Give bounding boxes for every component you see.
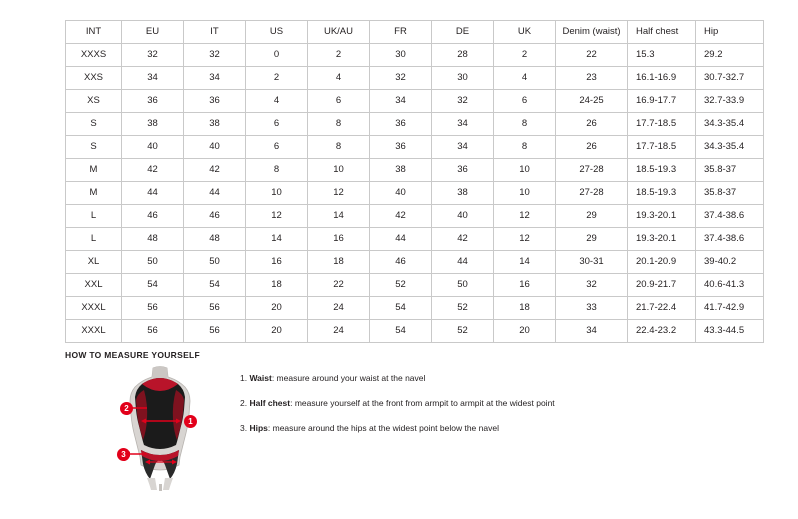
- cell-fr: 46: [370, 251, 432, 274]
- cell-int: M: [66, 159, 122, 182]
- cell-half-chest: 15.3: [628, 44, 696, 67]
- cell-uk: 12: [494, 205, 556, 228]
- cell-uk: 12: [494, 228, 556, 251]
- cell-de: 38: [432, 182, 494, 205]
- cell-fr: 44: [370, 228, 432, 251]
- cell-uk: 2: [494, 44, 556, 67]
- cell-fr: 36: [370, 136, 432, 159]
- cell-half-chest: 19.3-20.1: [628, 228, 696, 251]
- cell-uk: 14: [494, 251, 556, 274]
- cell-it: 42: [184, 159, 246, 182]
- cell-ukau: 4: [308, 67, 370, 90]
- cell-fr: 38: [370, 159, 432, 182]
- column-header-ukau: UK/AU: [308, 21, 370, 44]
- table-row: [66, 113, 764, 136]
- cell-eu: 54: [122, 274, 184, 297]
- cell-uk: 8: [494, 113, 556, 136]
- cell-eu: 42: [122, 159, 184, 182]
- cell-de: 42: [432, 228, 494, 251]
- cell-fr: 34: [370, 90, 432, 113]
- cell-it: 38: [184, 113, 246, 136]
- step-term: Half chest: [249, 398, 291, 408]
- cell-hip: 37.4-38.6: [696, 205, 764, 228]
- cell-half-chest: 19.3-20.1: [628, 205, 696, 228]
- cell-hip: 34.3-35.4: [696, 136, 764, 159]
- step-term: Hips: [249, 423, 268, 433]
- column-header-uk: UK: [494, 21, 556, 44]
- column-header-it: IT: [184, 21, 246, 44]
- cell-int: XXXL: [66, 297, 122, 320]
- cell-ukau: 10: [308, 159, 370, 182]
- cell-fr: 42: [370, 205, 432, 228]
- cell-ukau: 12: [308, 182, 370, 205]
- table-row: [66, 67, 764, 90]
- cell-denim-waist: 23: [556, 67, 628, 90]
- cell-hip: 40.6-41.3: [696, 274, 764, 297]
- cell-de: 36: [432, 159, 494, 182]
- cell-de: 34: [432, 136, 494, 159]
- cell-hip: 34.3-35.4: [696, 113, 764, 136]
- cell-hip: 41.7-42.9: [696, 297, 764, 320]
- cell-hip: 29.2: [696, 44, 764, 67]
- cell-denim-waist: 27-28: [556, 182, 628, 205]
- how-to-measure-title: HOW TO MEASURE YOURSELF: [65, 350, 201, 360]
- cell-int: M: [66, 182, 122, 205]
- cell-ukau: 18: [308, 251, 370, 274]
- cell-us: 14: [246, 228, 308, 251]
- column-header-half-chest: Half chest: [628, 21, 696, 44]
- mannequin-illustration: [95, 366, 225, 491]
- cell-half-chest: 18.5-19.3: [628, 182, 696, 205]
- cell-uk: 16: [494, 274, 556, 297]
- size-chart-table: [65, 20, 764, 343]
- column-header-us: US: [246, 21, 308, 44]
- cell-uk: 10: [494, 159, 556, 182]
- cell-denim-waist: 34: [556, 320, 628, 343]
- table-header-row: [66, 21, 764, 44]
- cell-ukau: 6: [308, 90, 370, 113]
- cell-eu: 44: [122, 182, 184, 205]
- cell-half-chest: 22.4-23.2: [628, 320, 696, 343]
- cell-int: XXXL: [66, 320, 122, 343]
- cell-ukau: 14: [308, 205, 370, 228]
- step-number: 3.: [240, 423, 248, 433]
- table-row: [66, 228, 764, 251]
- cell-eu: 32: [122, 44, 184, 67]
- cell-it: 48: [184, 228, 246, 251]
- cell-half-chest: 21.7-22.4: [628, 297, 696, 320]
- cell-de: 28: [432, 44, 494, 67]
- cell-hip: 43.3-44.5: [696, 320, 764, 343]
- cell-hip: 35.8-37: [696, 159, 764, 182]
- cell-us: 0: [246, 44, 308, 67]
- cell-hip: 35.8-37: [696, 182, 764, 205]
- cell-half-chest: 18.5-19.3: [628, 159, 696, 182]
- cell-de: 40: [432, 205, 494, 228]
- cell-denim-waist: 33: [556, 297, 628, 320]
- table-row: [66, 251, 764, 274]
- cell-denim-waist: 26: [556, 136, 628, 159]
- cell-int: L: [66, 228, 122, 251]
- cell-uk: 20: [494, 320, 556, 343]
- cell-fr: 32: [370, 67, 432, 90]
- cell-int: XXS: [66, 67, 122, 90]
- table-row: [66, 90, 764, 113]
- cell-int: S: [66, 113, 122, 136]
- cell-int: L: [66, 205, 122, 228]
- cell-fr: 54: [370, 320, 432, 343]
- measure-step-half-chest: [240, 397, 720, 409]
- cell-denim-waist: 27-28: [556, 159, 628, 182]
- table-row: [66, 274, 764, 297]
- cell-us: 6: [246, 113, 308, 136]
- cell-eu: 36: [122, 90, 184, 113]
- cell-uk: 8: [494, 136, 556, 159]
- cell-ukau: 8: [308, 113, 370, 136]
- cell-hip: 39-40.2: [696, 251, 764, 274]
- cell-it: 56: [184, 320, 246, 343]
- size-chart-container: [65, 20, 745, 343]
- measure-step-hips: [240, 422, 720, 434]
- cell-denim-waist: 29: [556, 228, 628, 251]
- cell-int: S: [66, 136, 122, 159]
- step-text: : measure around your waist at the navel: [271, 373, 426, 383]
- table-row: [66, 182, 764, 205]
- cell-uk: 4: [494, 67, 556, 90]
- cell-us: 12: [246, 205, 308, 228]
- table-row: [66, 159, 764, 182]
- cell-hip: 30.7-32.7: [696, 67, 764, 90]
- cell-eu: 34: [122, 67, 184, 90]
- marker-waist: 2: [120, 402, 133, 415]
- cell-de: 52: [432, 297, 494, 320]
- cell-ukau: 22: [308, 274, 370, 297]
- step-text: : measure yourself at the front from armpit to armpit at the widest point: [290, 398, 555, 408]
- cell-it: 46: [184, 205, 246, 228]
- cell-de: 32: [432, 90, 494, 113]
- step-text: : measure around the hips at the widest point below the navel: [267, 423, 499, 433]
- column-header-denim-waist: Denim (waist): [556, 21, 628, 44]
- cell-eu: 56: [122, 320, 184, 343]
- cell-eu: 40: [122, 136, 184, 159]
- cell-us: 2: [246, 67, 308, 90]
- cell-half-chest: 20.9-21.7: [628, 274, 696, 297]
- cell-uk: 10: [494, 182, 556, 205]
- cell-us: 8: [246, 159, 308, 182]
- cell-de: 44: [432, 251, 494, 274]
- cell-it: 36: [184, 90, 246, 113]
- column-header-hip: Hip: [696, 21, 764, 44]
- cell-de: 50: [432, 274, 494, 297]
- cell-int: XL: [66, 251, 122, 274]
- cell-half-chest: 16.1-16.9: [628, 67, 696, 90]
- cell-eu: 48: [122, 228, 184, 251]
- cell-fr: 40: [370, 182, 432, 205]
- cell-it: 34: [184, 67, 246, 90]
- cell-us: 20: [246, 320, 308, 343]
- cell-us: 6: [246, 136, 308, 159]
- cell-it: 54: [184, 274, 246, 297]
- cell-eu: 38: [122, 113, 184, 136]
- cell-int: XXL: [66, 274, 122, 297]
- cell-ukau: 24: [308, 320, 370, 343]
- cell-fr: 52: [370, 274, 432, 297]
- cell-de: 30: [432, 67, 494, 90]
- cell-half-chest: 17.7-18.5: [628, 113, 696, 136]
- measure-step-waist: [240, 372, 720, 384]
- cell-denim-waist: 32: [556, 274, 628, 297]
- cell-denim-waist: 29: [556, 205, 628, 228]
- cell-denim-waist: 30-31: [556, 251, 628, 274]
- cell-half-chest: 16.9-17.7: [628, 90, 696, 113]
- cell-it: 32: [184, 44, 246, 67]
- cell-half-chest: 17.7-18.5: [628, 136, 696, 159]
- cell-int: XXXS: [66, 44, 122, 67]
- cell-us: 18: [246, 274, 308, 297]
- column-header-fr: FR: [370, 21, 432, 44]
- marker-half-chest: 1: [184, 415, 197, 428]
- cell-us: 20: [246, 297, 308, 320]
- table-row: [66, 136, 764, 159]
- step-number: 1.: [240, 373, 248, 383]
- cell-fr: 30: [370, 44, 432, 67]
- table-row: [66, 44, 764, 67]
- cell-it: 56: [184, 297, 246, 320]
- cell-it: 44: [184, 182, 246, 205]
- cell-de: 34: [432, 113, 494, 136]
- cell-int: XS: [66, 90, 122, 113]
- how-to-measure-section: [65, 366, 733, 496]
- cell-eu: 56: [122, 297, 184, 320]
- cell-it: 50: [184, 251, 246, 274]
- step-term: Waist: [249, 373, 272, 383]
- cell-hip: 37.4-38.6: [696, 228, 764, 251]
- cell-de: 52: [432, 320, 494, 343]
- cell-uk: 18: [494, 297, 556, 320]
- cell-hip: 32.7-33.9: [696, 90, 764, 113]
- cell-denim-waist: 24-25: [556, 90, 628, 113]
- cell-us: 4: [246, 90, 308, 113]
- column-header-de: DE: [432, 21, 494, 44]
- cell-eu: 50: [122, 251, 184, 274]
- cell-fr: 54: [370, 297, 432, 320]
- cell-ukau: 24: [308, 297, 370, 320]
- marker-hips: 3: [117, 448, 130, 461]
- cell-ukau: 8: [308, 136, 370, 159]
- cell-us: 16: [246, 251, 308, 274]
- cell-uk: 6: [494, 90, 556, 113]
- table-row: [66, 320, 764, 343]
- table-row: [66, 205, 764, 228]
- step-number: 2.: [240, 398, 248, 408]
- cell-it: 40: [184, 136, 246, 159]
- table-row: [66, 297, 764, 320]
- measure-steps-list: [240, 372, 720, 447]
- cell-us: 10: [246, 182, 308, 205]
- cell-half-chest: 20.1-20.9: [628, 251, 696, 274]
- cell-denim-waist: 26: [556, 113, 628, 136]
- cell-fr: 36: [370, 113, 432, 136]
- cell-ukau: 2: [308, 44, 370, 67]
- cell-eu: 46: [122, 205, 184, 228]
- cell-denim-waist: 22: [556, 44, 628, 67]
- cell-ukau: 16: [308, 228, 370, 251]
- column-header-int: INT: [66, 21, 122, 44]
- column-header-eu: EU: [122, 21, 184, 44]
